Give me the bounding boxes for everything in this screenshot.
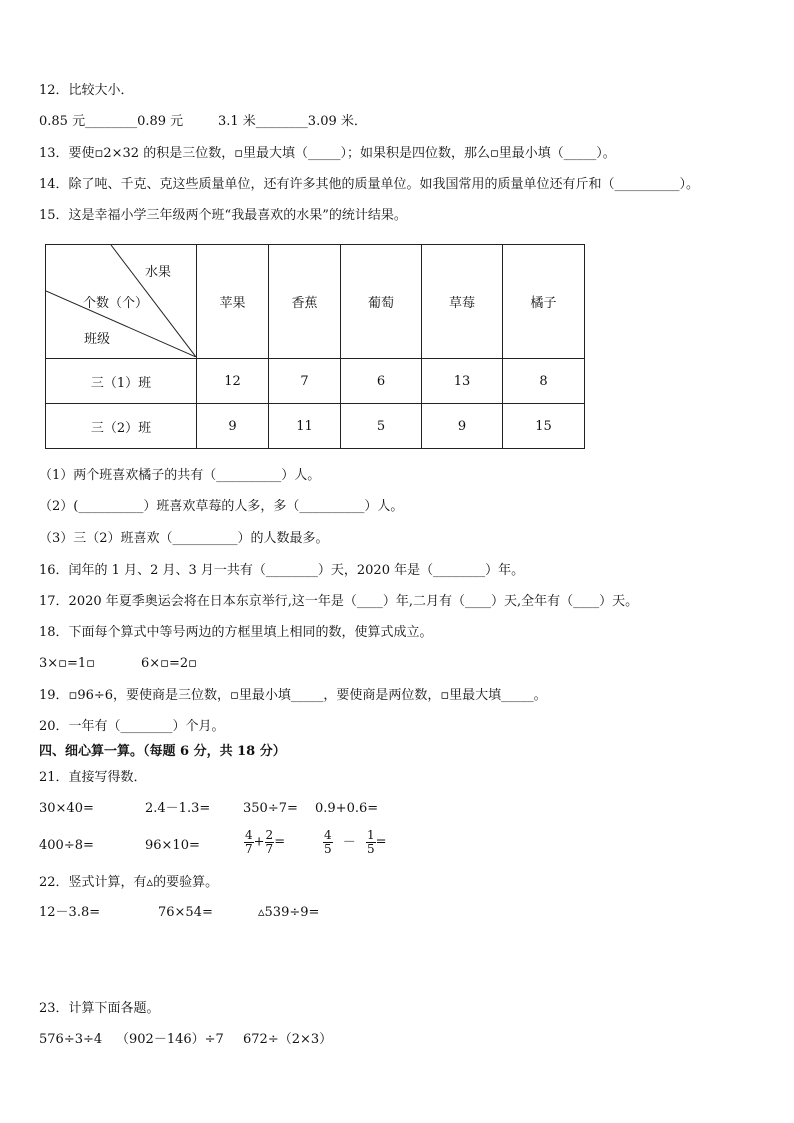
corner-label-class: 班级 [84,332,111,347]
q14: 14．除了吨、千克、克这些质量单位，还有许多其他的质量单位。如我国常用的质量单位还有斤和（__________）。 [39,177,700,192]
q12-compare-b: 3.1 米________3.09 米． [218,114,367,129]
table-cell: 5 [341,404,422,449]
q21-fraction-difference: $\frac{4}{5}$ － $\frac{1}{5}$ = [324,828,387,856]
q22-item: ▵539÷9= [258,905,320,920]
table-header-row [46,245,585,359]
corner-label-fruit: 水果 [145,265,172,280]
table-cell: 8 [503,359,585,404]
q23-title: 23．计算下面各题。 [39,1001,160,1016]
q16: 16．闰年的 1 月、2 月、3 月一共有（________）天，2020 年是（________）年。 [39,563,525,578]
table-cell: 7 [269,359,341,404]
q23-item: 576÷3÷4 [39,1032,103,1047]
q17: 17．2020 年夏季奥运会将在日本东京举行,这一年是（____）年,二月有（____）天,全年有（____）天。 [39,594,639,609]
table-cell: 13 [422,359,503,404]
table-cell: 9 [197,404,269,449]
q13: 13．要使▫2×32 的积是三位数，▫里最大填（_____）；如果积是四位数，那么▫里最小填（_____）。 [39,146,616,161]
q21-item: 0.9+0.6= [315,801,379,816]
table-cell: 6 [341,359,422,404]
fraction: $\frac{4}{7}$ [245,828,253,856]
q19: 19．▫96÷6，要使商是三位数，▫里最小填_____，要使商是两位数，▫里最大填_____。 [39,688,547,703]
fraction: $\frac{4}{5}$ [324,828,332,856]
q18-equation-2: 6×▫=2▫ [141,656,197,671]
q12-compare-a: 0.85 元________0.89 元 [39,114,184,129]
q18-equation-1: 3×▫=1▫ [39,656,95,671]
column-header: 草莓 [422,245,503,359]
table-cell: 12 [197,359,269,404]
column-header: 葡萄 [341,245,422,359]
fraction: $\frac{1}{5}$ [366,828,375,856]
fruit-stats-table [45,244,585,449]
table-cell: 9 [422,404,503,449]
column-header: 香蕉 [269,245,341,359]
fraction: $\frac{2}{7}$ [265,828,274,856]
q23-item: 672÷（2×3） [243,1032,333,1047]
table-row [46,404,585,449]
table-cell: 15 [503,404,585,449]
table-cell: 11 [269,404,341,449]
q21-item: 2.4－1.3= [145,801,211,816]
q23-item: （902－146）÷7 [116,1032,224,1047]
column-header: 橘子 [503,245,585,359]
row-label: 三（1）班 [46,359,197,404]
table-row [46,359,585,404]
q15-title: 15．这是幸福小学三年级两个班“我最喜欢的水果”的统计结果。 [39,208,407,223]
q15-sub2: （2）(__________）班喜欢草莓的人多，多（__________）人。 [39,499,404,514]
q20: 20．一年有（________）个月。 [39,719,225,734]
q18-title: 18．下面每个算式中等号两边的方框里填上相同的数，使算式成立。 [39,625,433,640]
q22-item: 12－3.8= [39,905,101,920]
column-header: 苹果 [197,245,269,359]
q21-item: 400÷8= [39,838,94,853]
q15-sub1: （1）两个班喜欢橘子的共有（__________）人。 [39,468,321,483]
table-corner-cell [46,245,197,359]
q21-item: 96×10= [145,838,200,853]
q21-fraction-sum: $\frac{4}{7}$ + $\frac{2}{7}$ = [245,828,286,856]
q22-title: 22．竖式计算，有▵的要验算。 [39,875,219,890]
q21-item: 350÷7= [243,801,298,816]
section-4-heading: 四、细心算一算。（每题 6 分，共 18 分） [39,744,286,759]
q22-item: 76×54= [158,905,213,920]
q21-title: 21．直接写得数． [39,770,147,785]
q21-item: 30×40= [39,801,94,816]
corner-label-count: 个数（个） [83,296,149,311]
q12-title: 12．比较大小． [39,83,134,98]
row-label: 三（2）班 [46,404,197,449]
q15-sub3: （3）三（2）班喜欢（__________）的人数最多。 [39,531,329,546]
